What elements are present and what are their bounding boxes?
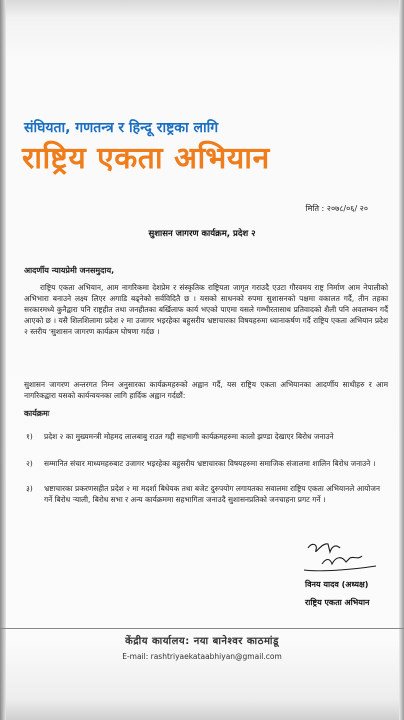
signatory-organization: राष्ट्रिय एकता अभियान — [305, 598, 370, 607]
footer-divider — [0, 628, 404, 629]
handwritten-signature — [300, 536, 382, 576]
page-shadow-right — [399, 0, 404, 720]
paragraph-appeal: सुशासन जागरण अन्तरगत निम्न अनुसारका कार्यक्रमहरुको अह्वान गर्दै, यस राष्ट्रिय एकता अभियानका आदर्णीय साथीहरु र आम नागरिकद्वारा यसको कार्यन्वयनका लागि हार्दिक अह्वान गर्दछौं: — [24, 380, 388, 400]
program-item — [26, 431, 388, 442]
program-number: २) — [26, 459, 33, 468]
signatory-name: विनय यादव (अध्यक्ष) — [305, 580, 369, 589]
program-text: भ्रष्टाचारका प्रकरणसहीत प्रदेश २ मा मदर्शा बिधेयक तथा बजेट दुरुपयोग लगायतका सवालमा राष्ट्रिय एकता अभियानले आयोजन गर्ने बिरोध र्‍याली, बिरोध सभा र अन्य कार्यक्रममा सहभागिता जनाउदै सुशासनप्रतिको जनचाहना प्रगट गर्ने । — [44, 484, 380, 504]
letter-date: मिति : २०७८/०६/ २० — [305, 204, 368, 213]
letterhead-tagline: संघियता, गणतन्त्र र हिन्दू राष्ट्रका लागि — [24, 120, 219, 136]
letter-subject: सुशासन जागरण कार्यक्रम, प्रदेश २ — [148, 229, 256, 239]
programs-heading: कार्यक्रमः — [24, 409, 50, 418]
program-item — [26, 483, 388, 505]
program-item — [26, 458, 388, 469]
program-number: १) — [26, 432, 33, 441]
paragraph-intro: राष्ट्रिय एकता अभियान, आम नागरिकमा देशप्रेम र संस्कृतिक राष्ट्रियता जागृत गराउदै एउटा गौरवमय राष्ट्र निर्माण आम नेपालीको अभिभारा बनाउने लक्ष्य लिएर अगाडि बढ्नेको सर्वविदितै छ । यसको साधनको रुपमा सुशासनको पक्षमा वकालत गर्दै, तीन तहका सरकारमध्ये कुनैद्वारा पनि राष्ट्रहीत तथा जनहीतका बर्खिलाफ कार्य भएको पाएमा यसले गम्भीरतासाथ प्रतिवादको शैली पनि अवलम्बन गर्दै आएको छ । यसै शिलशिलामा प्रदेश २ मा उजागर भइरहेका बहुसरीय भ्रष्टाचारका विषयहरुमा ध्यानाकर्षण गर्दै राष्ट्रिय एकता अभियान प्रदेश २ स्तरीय 'सुशासन जागरण कार्यक्रम घोषणा गर्दछ । — [24, 283, 388, 336]
page-shadow-left — [0, 0, 6, 720]
program-text: सम्मानित संचार माध्यमहरुबाट उजागर भइरहेका बहुसरीय भ्रष्टाचारका विषयहरुमा समाजिक संजालमा शालिन बिरोध जनाउने । — [44, 459, 376, 468]
footer-office-address: केंद्रीय कार्यालय: नया बानेश्वर काठमांडू — [125, 636, 279, 647]
footer-email: E-mail: rashtriyaekataabhiyan@gmail.com — [122, 652, 282, 661]
letterhead-title: राष्ट्रिय एकता अभियान — [22, 141, 270, 176]
program-number: ३) — [26, 484, 33, 493]
salutation: आदर्णीय न्यायप्रेमी जनसमुदाय, — [24, 266, 115, 275]
program-text: प्रदेश २ का मुख्यमन्त्री मोहमद लालबाबु राउत गद्दी सहभागी कार्यक्रमहरुमा कालो झण्डा देखाएर बिरोध जनाउने — [44, 432, 334, 441]
